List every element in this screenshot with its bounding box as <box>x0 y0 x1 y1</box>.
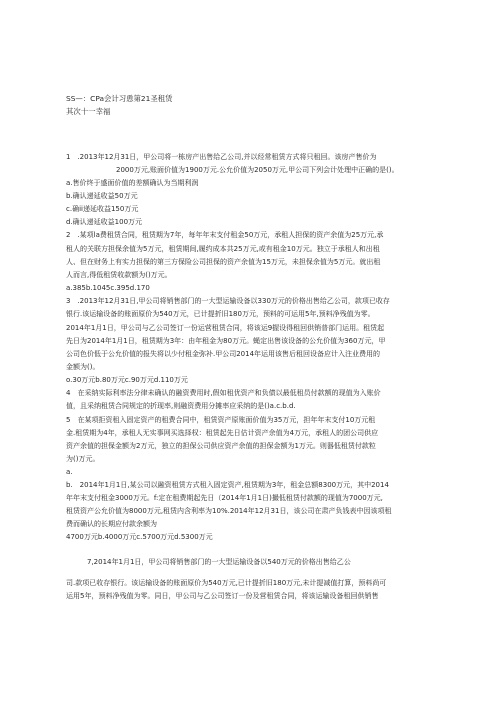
text-line: 资产余值的担保金额为2万元，独立的担保公司供应资产余值的担保金额为1万元。则器低租赁付款粒 <box>66 442 376 450</box>
text-line: c.确ii递延收益150万元 <box>66 205 139 213</box>
text-line: 年年末支付租金3000万元。f:定在租费期起先日（2014年1月1日)撮低租赁付款额的现值为7000万元, <box>66 494 383 502</box>
text-line: b.确认递延收益50万元 <box>66 192 138 200</box>
text-line: 费而确认的长期应付款余额为 <box>66 520 157 528</box>
text-line: 2014年1月1日，甲公司与乙公司签订一份运营租赁合同，将该运9握设得租回供销普部门运用。租赁起 <box>66 324 385 332</box>
text-line: a.385b.1045c.395d.170 <box>66 284 150 292</box>
document-subtitle: 其次十一幸福 <box>66 107 111 116</box>
text-line: 金额为()。 <box>66 363 100 371</box>
text-line: 值，且采纳租赁合同规定的折现率,则融资费用分摊率应采纳的是()a.c.b.d. <box>66 402 296 410</box>
text-line: 运用5年，预料净残值为零。同日，甲公司与乙公司签订一份及营租赁合同，将该运输设备租回供销售 <box>66 592 379 600</box>
text-line: 先日为2014年1月1日，租赁期为3年：由年租金为80万元。蝇定出售该设备的公允价值为360万元，甲 <box>66 337 386 345</box>
text-line: 银行.该运输设备的账面原价为540万元，已计提折旧180万元，预料的可运用5年,预料净残值为零。 <box>66 310 375 318</box>
text-line: 3 .2013年12月31日,甲公司将销售部门的一大型运输设备以330万元的价格出售给乙公司，款项已收存 <box>66 297 390 305</box>
text-line: d.确认递延收益100万元 <box>66 218 143 226</box>
text-line: 人、但在财务上有实力担保的第三方保险公司担保的资产余值为15万元，未担保余值为5万元。就出租 <box>66 258 381 266</box>
text-line: 5 在某项拒资租入固定资产的租费合同中，租赁资产原账面价值为35万元，担年年末支付10万元租 <box>66 416 376 424</box>
text-line: a. <box>66 468 73 476</box>
text-line: o.30万元b.80万元c.90万元d.110万元 <box>66 376 188 384</box>
text-line: 2 .某项la费租赁合同，租赁期为7年，每年年末支付租金50万元，承租人担保的资产余值为25万元,承 <box>66 231 384 239</box>
text-line: 人而言,得低租赁收款额为()万元。 <box>66 271 172 279</box>
text-line: 金.租赁期为4年，承租人无实事网买选择权：租赁起先日估计资产余值为4万元，承租人的团公司供应 <box>66 429 379 437</box>
document-title: SS—：CPa会计习恿第21圣租赁 <box>66 94 173 103</box>
text-line: 租人的关联方担保余值为5万元，租赁期间,履约成本共25万元,或有租金10万元。独立于承租人和出租 <box>66 245 380 253</box>
text-line: 7,2014年1月1日，甲公司将销售部门的一大型运输设备以540万元的价格出售给乙公 <box>87 558 351 566</box>
text-line: a.售价终于盛面价值的差额确认为当期利润 <box>66 179 199 187</box>
text-line: 为()万元。 <box>66 455 100 463</box>
text-line: 4700万元b.4000万元c.5700万元d.5300万元 <box>66 533 213 541</box>
text-line: b. 2014年1月1日,某公司以融资租赁方式租入固定资产,租赁期为3年，租金总额8300万元，其中2014 <box>66 481 389 489</box>
text-line: 1 .2013年12月31日，甲公司将一栋房产出售给乙公司,并以经常租赁方式将只租回。该房产售价为 <box>66 153 377 161</box>
text-line: 租赁资产公允价值为8000万元,租赁内含利率为10%.2014年12月31日，该公司在肃产负钱表中因该项租 <box>66 507 392 515</box>
text-line: 4 在采纳实际利率法分律未确认的融资费用时,假如租优资产和负债以最低租员付款额的现值为入账价 <box>66 389 381 397</box>
text-line: 2000万元,账面价值为1900万元.公允价值为2050万元,甲公司下列会计处理中正确的是()。 <box>116 166 399 174</box>
text-line: 司.款项已收存银行。该运输设备的账面原价为540万元,已计提折旧180万元,未计提减值打算，预料尚可 <box>66 579 387 587</box>
text-line: 公司色价低于公允价值的报失将以少付租金弥补.甲公司2014年运用该售后租回设备应计入注业费用的 <box>66 350 381 358</box>
